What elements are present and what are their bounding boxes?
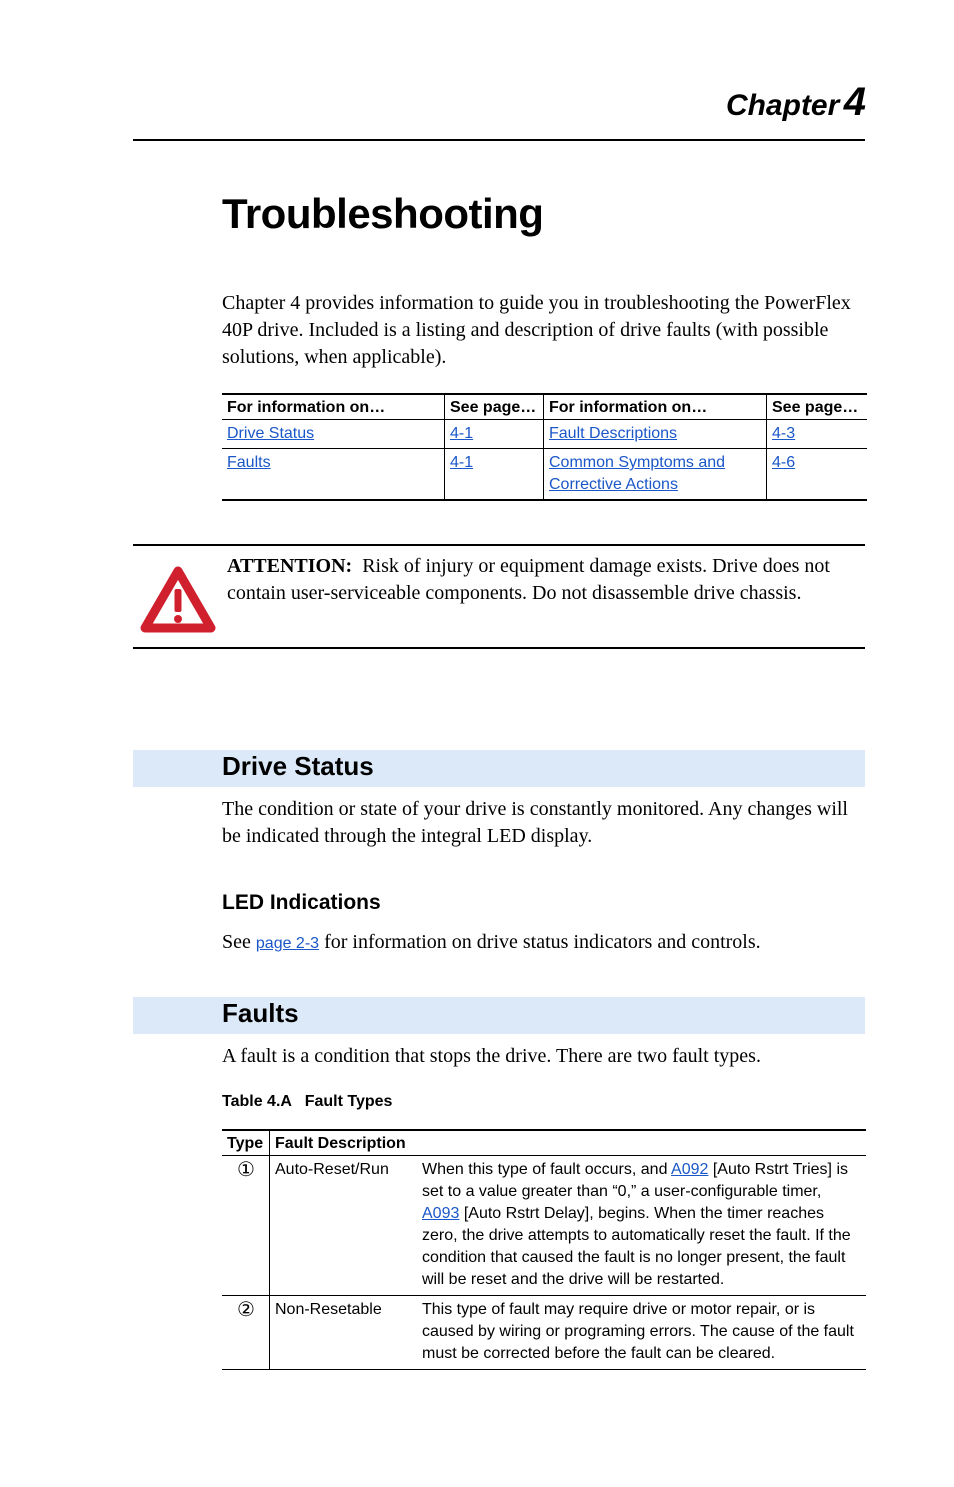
link-a093[interactable]: A093	[422, 1205, 460, 1222]
link-page[interactable]: 4-1	[450, 425, 474, 442]
link-drive-status[interactable]: Drive Status	[227, 425, 315, 442]
xref-header-topic: For information on…	[544, 394, 767, 420]
attention-top-rule	[133, 544, 865, 546]
attention-body: Risk of injury or equipment damage exists. Drive does not contain user-serviceable components. Do not disassemble drive chassis.	[227, 555, 830, 604]
link-page[interactable]: 4-1	[450, 454, 474, 471]
link-page[interactable]: 4-3	[772, 425, 796, 442]
chapter-rule	[133, 139, 865, 141]
led-see: See	[222, 931, 251, 953]
fault-desc-text: When this type of fault occurs, and	[422, 1161, 668, 1178]
link-fault-descriptions[interactable]: Fault Descriptions	[549, 425, 678, 442]
attention-label: ATTENTION:	[227, 555, 353, 577]
fault-type-2-icon: ②	[222, 1296, 270, 1370]
fault-desc-text: [Auto Rstrt Tries] is set to a value greater than “0,” a user-configurable timer,	[422, 1161, 848, 1200]
link-a092[interactable]: A092	[671, 1161, 709, 1178]
fault-types-table	[222, 1129, 866, 1370]
section-heading-drive-status: Drive Status	[222, 751, 374, 781]
link-page-2-3[interactable]: page 2-3	[255, 935, 320, 952]
fault-header-description: Fault Description	[270, 1130, 867, 1156]
table-caption: Table 4.A Fault Types	[222, 1093, 393, 1110]
section-heading-faults: Faults	[222, 998, 299, 1028]
intro-paragraph: Chapter 4 provides information to guide you in troubleshooting the PowerFlex 40P drive. Included is a listing and description of drive faults (with possible solutions, when applicable).	[222, 292, 851, 368]
link-common-symptoms[interactable]: Common Symptoms and	[549, 454, 726, 471]
led-rest: for information on drive status indicators and controls.	[324, 931, 761, 953]
link-corrective-actions[interactable]: Corrective Actions	[549, 476, 678, 493]
link-faults[interactable]: Faults	[227, 454, 271, 471]
chapter-heading	[726, 80, 866, 125]
table-row	[222, 1296, 866, 1370]
fault-desc-text: [Auto Rstrt Delay], begins. When the timer reaches zero, the drive attempts to automatically reset the fault. If the condition that caused the fault is no longer present, the fault will be reset and the drive will be restarted.	[422, 1205, 851, 1288]
drive-status-paragraph: The condition or state of your drive is constantly monitored. Any changes will be indicated through the integral LED display.	[222, 798, 848, 847]
attention-bottom-rule	[133, 647, 865, 649]
fault-description: This type of fault may require drive or motor repair, or is caused by wiring or programing errors. The cause of the fault must be corrected before the fault can be cleared.	[417, 1296, 866, 1370]
table-row	[222, 449, 867, 501]
faults-paragraph: A fault is a condition that stops the drive. There are two fault types.	[222, 1045, 761, 1067]
led-indications-heading: LED Indications	[222, 891, 381, 914]
xref-header-page: See page…	[767, 394, 868, 420]
xref-table	[222, 393, 867, 501]
table-row	[222, 1156, 866, 1296]
fault-name: Auto-Reset/Run	[270, 1156, 418, 1296]
link-page[interactable]: 4-6	[772, 454, 796, 471]
led-paragraph	[222, 929, 867, 957]
xref-header-topic: For information on…	[222, 394, 445, 420]
fault-description	[417, 1156, 866, 1296]
fault-name: Non-Resetable	[270, 1296, 418, 1370]
xref-header-page: See page…	[445, 394, 544, 420]
chapter-number: 4	[843, 80, 866, 124]
chapter-word: Chapter	[725, 89, 840, 122]
fault-type-1-icon: ①	[222, 1156, 270, 1296]
page-title: Troubleshooting	[222, 190, 544, 237]
attention-text	[227, 553, 867, 607]
fault-header-type: Type	[222, 1130, 270, 1156]
warning-triangle-icon	[140, 565, 216, 633]
table-row	[222, 420, 867, 449]
